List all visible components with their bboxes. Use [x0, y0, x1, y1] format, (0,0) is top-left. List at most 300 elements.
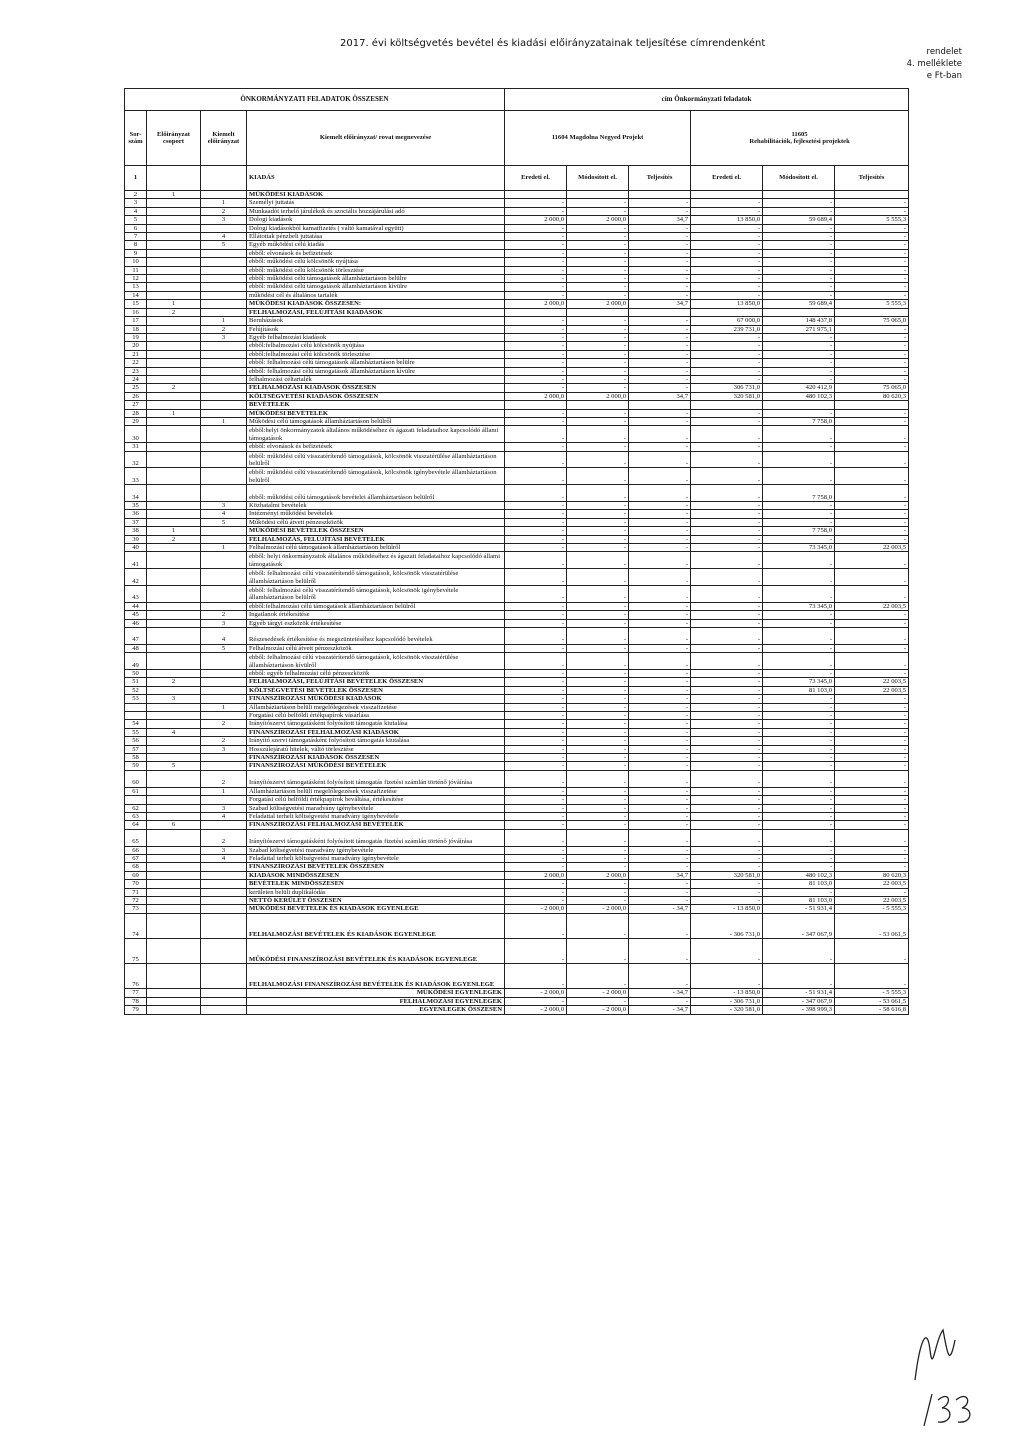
row-kiemelt: [201, 695, 247, 703]
row-label: Forgatási célú belföldi értékpapírok vásárlása: [247, 712, 505, 720]
row-value-1: -: [505, 863, 567, 871]
row-value-6: -: [835, 359, 909, 367]
row-label: ebből: működési célú visszatérítendő támogatások, kölcsönök visszatérülése államháztartáson belülről: [247, 451, 505, 468]
row-value-5: -: [763, 670, 835, 678]
row-number: [125, 712, 147, 720]
row-value-3: 34,7: [629, 300, 691, 308]
row-value-6: 80 620,3: [835, 392, 909, 400]
row-value-6: -: [835, 527, 909, 535]
row-value-5: -: [763, 644, 835, 652]
col-megnevezes: Kiemelt előirányzat/ rovat megnevezése: [247, 111, 505, 166]
row-group: [147, 266, 201, 274]
row-value-2: -: [567, 628, 629, 645]
row-value-4: -: [691, 770, 763, 787]
row-kiemelt: [201, 443, 247, 451]
row-number: 49: [125, 653, 147, 670]
row-value-6: 22 003,5: [835, 544, 909, 552]
table-row: [125, 754, 909, 762]
row-value-2: -: [567, 275, 629, 283]
row-value-6: -: [835, 552, 909, 569]
row-group: [147, 333, 201, 341]
row-value-3: -: [629, 796, 691, 804]
row-value-3: [629, 308, 691, 316]
row-number: 9: [125, 249, 147, 257]
row-kiemelt: [201, 308, 247, 316]
table-row: [125, 703, 909, 711]
budget-table: [124, 88, 909, 1015]
row-value-2: -: [567, 913, 629, 938]
row-kiemelt: [201, 896, 247, 904]
row-label: Ellátottak pénzbeli juttatása: [247, 233, 505, 241]
row-number: 28: [125, 409, 147, 417]
row-label: FELHALMOZÁSI KIADÁSOK ÖSSZESEN: [247, 384, 505, 392]
table-row: [125, 191, 909, 199]
row-value-6: -: [835, 199, 909, 207]
row-value-3: 34,7: [629, 216, 691, 224]
row-label: Feladattal terhelt költségvetési maradvány igénybevétele: [247, 812, 505, 820]
row-value-6: -: [835, 375, 909, 383]
row-number-1: 1: [125, 166, 147, 191]
row-group: [147, 611, 201, 619]
row-value-3: -: [629, 628, 691, 645]
row-value-4: -: [691, 468, 763, 485]
row-value-6: -: [835, 501, 909, 509]
row-value-4: 239 731,0: [691, 325, 763, 333]
row-value-6: - 5 555,3: [835, 905, 909, 913]
row-label: MŰKÖDÉSI FINANSZÍROZÁSI BEVÉTELEK ÉS KIADÁSOK EGYENLEGE: [247, 938, 505, 963]
row-value-3: -: [629, 275, 691, 283]
row-label: ebből: helyi önkormányzatok általános működéséhez és ágazati feladataihoz kapcsolódó állami támogatások: [247, 552, 505, 569]
row-value-6: -: [835, 518, 909, 526]
row-value-3: -: [629, 762, 691, 770]
row-group: [147, 443, 201, 451]
row-number: 66: [125, 846, 147, 854]
row-label: Munkaadót terhelő járulékok és szociális hozzájárulási adó: [247, 207, 505, 215]
row-value-4: -: [691, 451, 763, 468]
row-value-3: -: [629, 258, 691, 266]
row-kiemelt: [201, 392, 247, 400]
row-label: ebből: felhalmozási célú támogatások államháztartáson belülre: [247, 359, 505, 367]
row-number: 54: [125, 720, 147, 728]
table-row: [125, 913, 909, 938]
row-value-1: -: [505, 829, 567, 846]
row-value-2: -: [567, 678, 629, 686]
row-value-6: -: [835, 846, 909, 854]
row-value-4: -: [691, 854, 763, 862]
project-2-code: 11605: [791, 130, 808, 138]
row-value-5: -: [763, 737, 835, 745]
row-value-1: -: [505, 426, 567, 443]
row-value-5: -: [763, 938, 835, 963]
table-row: [125, 409, 909, 417]
row-kiemelt: 1: [201, 787, 247, 795]
row-value-5: -: [763, 770, 835, 787]
col-sorszam: Sor-szám: [125, 111, 147, 166]
row-value-1: -: [505, 275, 567, 283]
table-row: [125, 989, 909, 997]
row-value-5: - 51 931,4: [763, 905, 835, 913]
table-row: [125, 863, 909, 871]
row-value-5: -: [763, 812, 835, 820]
row-value-3: -: [629, 695, 691, 703]
row-group: [147, 989, 201, 997]
row-value-1: -: [505, 964, 567, 989]
row-value-5: - 347 067,9: [763, 913, 835, 938]
row-value-3: -: [629, 720, 691, 728]
row-kiemelt: [201, 426, 247, 443]
row-label: FINANSZÍROZÁSI MŰKÖDÉSI BEVÉTELEK: [247, 762, 505, 770]
row-value-3: -: [629, 754, 691, 762]
row-group: [147, 846, 201, 854]
col-kiemelt-eloiranyzat: Kiemelt előirányzat: [201, 111, 247, 166]
row-value-1: -: [505, 686, 567, 694]
row-value-4: [691, 401, 763, 409]
row-value-6: -: [835, 350, 909, 358]
row-kiemelt: [201, 728, 247, 736]
row-value-4: - 306 731,0: [691, 997, 763, 1005]
row-value-2: -: [567, 938, 629, 963]
row-label: Dologi kiadásokból kamatfizetés ( váltó kamatával együtt): [247, 224, 505, 232]
row-value-1: -: [505, 854, 567, 862]
row-value-2: -: [567, 745, 629, 753]
row-label: ebből: működési célú kölcsönök törlesztése: [247, 266, 505, 274]
row-group: [147, 510, 201, 518]
row-value-5: -: [763, 275, 835, 283]
row-value-3: -: [629, 249, 691, 257]
row-kiemelt: 5: [201, 241, 247, 249]
row-value-6: -: [835, 485, 909, 502]
row-value-2: -: [567, 224, 629, 232]
row-value-1: -: [505, 384, 567, 392]
row-value-6: -: [835, 796, 909, 804]
row-value-3: -: [629, 569, 691, 586]
row-number: 61: [125, 787, 147, 795]
row-number: 35: [125, 501, 147, 509]
row-value-5: 81 103,0: [763, 896, 835, 904]
row-value-2: -: [567, 325, 629, 333]
row-value-5: -: [763, 249, 835, 257]
row-number: 7: [125, 233, 147, 241]
row-number: 34: [125, 485, 147, 502]
row-value-2: - 2 000,0: [567, 1006, 629, 1014]
row-value-1: -: [505, 745, 567, 753]
row-value-1: -: [505, 544, 567, 552]
table-row: [125, 300, 909, 308]
row-value-1: -: [505, 712, 567, 720]
row-value-1: -: [505, 703, 567, 711]
row-value-2: -: [567, 737, 629, 745]
row-kiemelt: 4: [201, 812, 247, 820]
row-kiemelt: [201, 468, 247, 485]
row-value-2: -: [567, 342, 629, 350]
row-value-2: -: [567, 829, 629, 846]
row-value-5: -: [763, 787, 835, 795]
row-value-1: -: [505, 443, 567, 451]
row-value-6: - 58 616,8: [835, 1006, 909, 1014]
row-value-4: -: [691, 518, 763, 526]
table-row: [125, 644, 909, 652]
row-label: Államháztartáson belüli megelőlegezések visszafizetése: [247, 703, 505, 711]
row-value-1: -: [505, 485, 567, 502]
table-row: [125, 1006, 909, 1014]
table-row: [125, 510, 909, 518]
row-value-3: -: [629, 611, 691, 619]
row-value-5: -: [763, 233, 835, 241]
row-kiemelt: [201, 552, 247, 569]
row-group: [147, 871, 201, 879]
row-kiemelt: [201, 754, 247, 762]
row-value-5: -: [763, 468, 835, 485]
row-value-3: -: [629, 527, 691, 535]
table-row: [125, 628, 909, 645]
row-group: [147, 880, 201, 888]
row-value-1: -: [505, 896, 567, 904]
row-number: 32: [125, 451, 147, 468]
row-value-1: [505, 308, 567, 316]
row-value-2: -: [567, 333, 629, 341]
row-group: [147, 451, 201, 468]
row-kiemelt: 1: [201, 703, 247, 711]
table-row: [125, 964, 909, 989]
table-row: [125, 468, 909, 485]
row-group: [147, 964, 201, 989]
row-value-3: -: [629, 350, 691, 358]
row-label: Beruházások: [247, 317, 505, 325]
row-group: [147, 745, 201, 753]
table-row: [125, 325, 909, 333]
row-group: 2: [147, 678, 201, 686]
row-label: FELHALMOZÁSI FINANSZÍROZÁSI BEVÉTELEK ÉS KIADÁSOK EGYENLEGE: [247, 964, 505, 989]
row-number: 43: [125, 586, 147, 603]
row-number: 64: [125, 821, 147, 829]
row-value-1: -: [505, 737, 567, 745]
row-group: [147, 401, 201, 409]
row-group: [147, 703, 201, 711]
table-row: [125, 586, 909, 603]
row-group: [147, 812, 201, 820]
row-label: KIADÁSOK MINDÖSSZESEN: [247, 871, 505, 879]
row-label: ebből: működési célú visszatérítendő támogatások, kölcsönök igénybevétele államháztartáson belülről: [247, 468, 505, 485]
row-group: [147, 417, 201, 425]
row-value-3: -: [629, 241, 691, 249]
row-group: [147, 896, 201, 904]
row-value-6: -: [835, 787, 909, 795]
row-number: 4: [125, 207, 147, 215]
row-value-5: 148 437,8: [763, 317, 835, 325]
row-number: 15: [125, 300, 147, 308]
row-value-1: -: [505, 552, 567, 569]
row-value-5: -: [763, 821, 835, 829]
table-row: [125, 359, 909, 367]
row-value-1: -: [505, 787, 567, 795]
row-label: FINANSZÍROZÁSI FELHALMOZÁSI BEVÉTELEK: [247, 821, 505, 829]
row-value-2: -: [567, 426, 629, 443]
row-value-4: -: [691, 695, 763, 703]
row-value-1: -: [505, 653, 567, 670]
row-number: 10: [125, 258, 147, 266]
row-value-6: -: [835, 703, 909, 711]
row-value-5: 480 102,3: [763, 392, 835, 400]
row-value-1: -: [505, 518, 567, 526]
row-value-5: 73 345,0: [763, 544, 835, 552]
row-value-6: -: [835, 249, 909, 257]
row-number: 8: [125, 241, 147, 249]
row-value-3: -: [629, 468, 691, 485]
row-value-2: -: [567, 359, 629, 367]
row-value-5: 59 689,4: [763, 216, 835, 224]
row-value-5: -: [763, 728, 835, 736]
row-kiemelt: 3: [201, 619, 247, 627]
row-value-3: -: [629, 233, 691, 241]
row-value-3: -: [629, 653, 691, 670]
row-value-1: -: [505, 754, 567, 762]
row-value-4: -: [691, 602, 763, 610]
row-value-6: -: [835, 712, 909, 720]
row-group: [147, 392, 201, 400]
row-kiemelt: [201, 359, 247, 367]
row-group: [147, 770, 201, 787]
row-value-5: -: [763, 863, 835, 871]
row-value-1: 2 000,0: [505, 871, 567, 879]
row-value-6: -: [835, 829, 909, 846]
row-label: Feladattal terhelt költségvetési maradvány igénybevétele: [247, 854, 505, 862]
row-group: [147, 602, 201, 610]
table-row: [125, 535, 909, 543]
table-row: [125, 283, 909, 291]
row-value-3: -: [629, 678, 691, 686]
row-label: FINANSZÍROZÁSI BEVÉTELEK ÖSSZESEN: [247, 863, 505, 871]
row-value-3: -: [629, 913, 691, 938]
row-number: 38: [125, 527, 147, 535]
row-value-2: 2 000,0: [567, 300, 629, 308]
row-group: [147, 686, 201, 694]
row-value-2: -: [567, 417, 629, 425]
row-value-4: - 306 731,0: [691, 913, 763, 938]
row-number: 75: [125, 938, 147, 963]
table-row: [125, 728, 909, 736]
row-number: 5: [125, 216, 147, 224]
row-kiemelt: [201, 451, 247, 468]
row-value-6: -: [835, 207, 909, 215]
row-number: 36: [125, 510, 147, 518]
row-value-2: 2 000,0: [567, 392, 629, 400]
row-group: [147, 216, 201, 224]
row-value-4: - 13 850,0: [691, 989, 763, 997]
row-value-6: -: [835, 275, 909, 283]
table-row: [125, 686, 909, 694]
row-group: [147, 997, 201, 1005]
row-value-6: -: [835, 762, 909, 770]
row-label: Forgatási célú belföldi értékpapírok beváltása, értékesítése: [247, 796, 505, 804]
row-value-2: -: [567, 997, 629, 1005]
row-kiemelt: [201, 602, 247, 610]
table-row: [125, 854, 909, 862]
row-value-2: -: [567, 485, 629, 502]
row-group: [147, 628, 201, 645]
row-value-4: -: [691, 350, 763, 358]
row-value-5: -: [763, 720, 835, 728]
row-label: Működési célú átvett pénzeszközök: [247, 518, 505, 526]
row-value-3: -: [629, 602, 691, 610]
row-group: 1: [147, 300, 201, 308]
row-value-6: -: [835, 644, 909, 652]
row-number: 14: [125, 291, 147, 299]
row-label: MŰKÖDÉSI BEVÉTELEK ÖSSZESEN: [247, 527, 505, 535]
row-value-5: -: [763, 796, 835, 804]
row-label: ebből: működési célú támogatások államháztartáson belülre: [247, 275, 505, 283]
row-value-6: -: [835, 628, 909, 645]
row-value-5: -: [763, 443, 835, 451]
row-value-1: -: [505, 888, 567, 896]
row-value-5: -: [763, 829, 835, 846]
row-value-6: -: [835, 417, 909, 425]
row-value-5: -: [763, 266, 835, 274]
row-value-6: -: [835, 754, 909, 762]
row-value-3: -: [629, 451, 691, 468]
row-label: Szabad költségvetési maradvány igénybevétele: [247, 804, 505, 812]
row-value-1: -: [505, 628, 567, 645]
row-value-4: 306 731,0: [691, 384, 763, 392]
row-value-3: -: [629, 670, 691, 678]
row-group: [147, 291, 201, 299]
row-label: működési cél és általános tartalék: [247, 291, 505, 299]
row-value-1: -: [505, 796, 567, 804]
row-value-6: [835, 191, 909, 199]
row-value-2: -: [567, 888, 629, 896]
row-value-1: -: [505, 249, 567, 257]
row-value-3: -: [629, 787, 691, 795]
row-value-5: 7 758,0: [763, 527, 835, 535]
row-value-1: -: [505, 846, 567, 854]
row-label: kerületen belüli duplikálódás: [247, 888, 505, 896]
row-value-6: -: [835, 510, 909, 518]
row-value-4: -: [691, 762, 763, 770]
row-group: [147, 359, 201, 367]
row-value-1: -: [505, 670, 567, 678]
row-value-4: -: [691, 846, 763, 854]
row-value-5: 7 758,0: [763, 417, 835, 425]
row-value-4: -: [691, 896, 763, 904]
row-value-3: 34,7: [629, 392, 691, 400]
row-value-3: -: [629, 712, 691, 720]
row-label: BEVÉTELEK: [247, 401, 505, 409]
row-value-1: -: [505, 678, 567, 686]
row-value-5: 59 689,4: [763, 300, 835, 308]
table-row: [125, 770, 909, 787]
row-kiemelt: 2: [201, 737, 247, 745]
row-number: 51: [125, 678, 147, 686]
row-value-6: -: [835, 728, 909, 736]
row-label: ebből: felhalmozási célú visszatérítendő támogatások, kölcsönök visszatérülése államháztartáson kívülről: [247, 653, 505, 670]
table-row: [125, 678, 909, 686]
row-label: KÖLTSÉGVETÉSI BEVÉTELEK ÖSSZESEN: [247, 686, 505, 694]
row-value-3: -: [629, 997, 691, 1005]
row-value-1: [505, 401, 567, 409]
row-group: 6: [147, 821, 201, 829]
row-value-2: -: [567, 501, 629, 509]
table-row: [125, 485, 909, 502]
row-label: MŰKÖDÉSI EGYENLEGEK: [247, 989, 505, 997]
row-value-1: -: [505, 199, 567, 207]
table-row: [125, 375, 909, 383]
row-kiemelt: [201, 913, 247, 938]
row-value-1: -: [505, 266, 567, 274]
row-value-4: -: [691, 863, 763, 871]
row-value-4: 320 581,0: [691, 392, 763, 400]
row-value-6: -: [835, 745, 909, 753]
table-row: [125, 518, 909, 526]
row-value-3: -: [629, 644, 691, 652]
